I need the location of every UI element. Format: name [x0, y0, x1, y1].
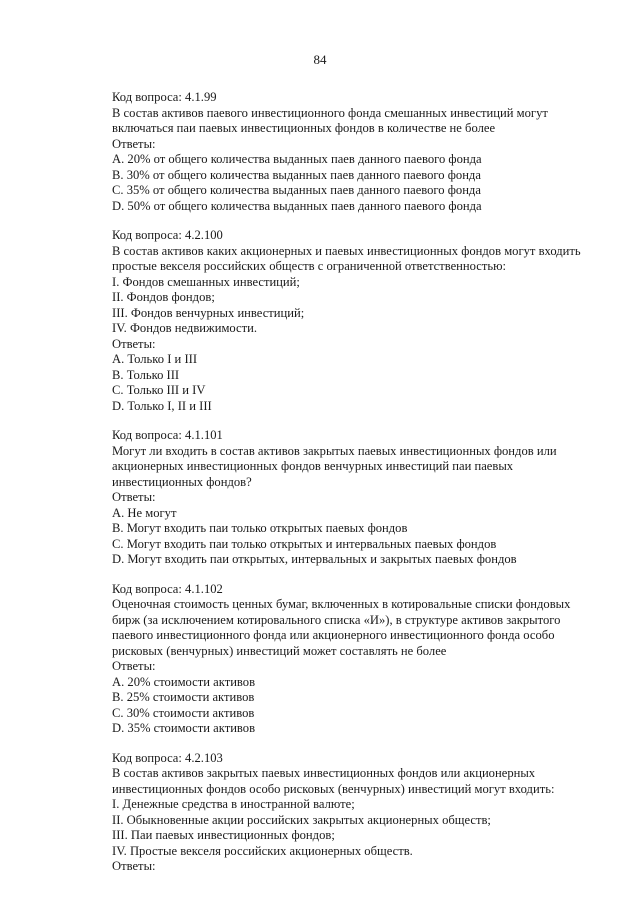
answer-option: A. 20% стоимости активов	[112, 674, 256, 689]
question-text-line: акционерных инвестиционных фондов венчурных инвестиций паи паевых	[112, 459, 514, 473]
question-option-item: III. Паи паевых инвестиционных фондов;	[112, 828, 335, 842]
answers-label: Ответы:	[112, 136, 156, 151]
question-code: Код вопроса: 4.2.103	[112, 750, 223, 765]
answer-option: A. Не могут	[112, 505, 177, 520]
question-option-item: IV. Фондов недвижимости.	[112, 321, 258, 335]
question-block	[112, 428, 612, 568]
answer-option: D. 35% стоимости активов	[112, 721, 256, 735]
question-text-line: В состав активов каких акционерных и паевых инвестиционных фондов могут входить	[112, 243, 581, 258]
answer-option: A. Только I и III	[112, 352, 198, 366]
question-option-item: IV. Простые векселя российских акционерных обществ.	[112, 843, 413, 858]
question-option-item: II. Фондов фондов;	[112, 290, 215, 304]
answer-option: B. Только III	[112, 367, 180, 382]
question-text-line: инвестиционных фондов?	[112, 474, 252, 489]
document-content	[112, 90, 612, 889]
answer-option: D. Только I, II и III	[112, 398, 212, 413]
answers-label: Ответы:	[112, 859, 156, 873]
answer-option: C. Могут входить паи только открытых и интервальных паевых фондов	[112, 536, 497, 551]
question-code: Код вопроса: 4.2.100	[112, 228, 223, 242]
question-text-line: паевого инвестиционного фонда или акционерного инвестиционного фонда особо	[112, 628, 555, 642]
answer-option: C. 30% стоимости активов	[112, 705, 255, 720]
question-code: Код вопроса: 4.1.102	[112, 581, 223, 596]
question-text-line: простые векселя российских обществ с ограниченной ответственностью:	[112, 259, 507, 273]
question-text-line: В состав активов паевого инвестиционного фонда смешанных инвестиций могут	[112, 105, 548, 120]
answer-option: C. Только III и IV	[112, 383, 206, 397]
answer-option: B. Могут входить паи только открытых паевых фондов	[112, 521, 408, 535]
question-option-item: III. Фондов венчурных инвестиций;	[112, 305, 305, 320]
question-option-item: I. Денежные средства в иностранной валюте;	[112, 797, 355, 811]
answer-option: D. 50% от общего количества выданных паев данного паевого фонда	[112, 198, 482, 213]
answers-label: Ответы:	[112, 336, 156, 351]
question-block	[112, 582, 612, 737]
answer-option: C. 35% от общего количества выданных паев данного паевого фонда	[112, 183, 481, 197]
page-number: 84	[313, 52, 327, 67]
question-code: Код вопроса: 4.1.99	[112, 90, 217, 104]
answer-option: D. Могут входить паи открытых, интервальных и закрытых паевых фондов	[112, 552, 517, 566]
answers-label: Ответы:	[112, 659, 156, 673]
question-text-line: В состав активов закрытых паевых инвестиционных фондов или акционерных	[112, 766, 536, 780]
question-text-line: бирж (за исключением котировального списка «И»), в структуре активов закрытого	[112, 612, 561, 627]
question-text-line: инвестиционных фондов особо рисковых (венчурных) инвестиций могут входить:	[112, 781, 555, 796]
question-option-item: II. Обыкновенные акции российских закрытых акционерных обществ;	[112, 812, 491, 827]
answer-option: B. 25% стоимости активов	[112, 690, 255, 704]
answer-option: A. 20% от общего количества выданных паев данного паевого фонда	[112, 152, 482, 166]
answers-label: Ответы:	[112, 490, 156, 504]
question-option-item: I. Фондов смешанных инвестиций;	[112, 274, 300, 289]
answer-option: B. 30% от общего количества выданных паев данного паевого фонда	[112, 167, 481, 182]
question-text-line: Могут ли входить в состав активов закрытых паевых инвестиционных фондов или	[112, 443, 557, 458]
question-block	[112, 751, 612, 875]
question-text-line: включаться паи паевых инвестиционных фондов в количестве не более	[112, 121, 496, 135]
question-block	[112, 228, 612, 414]
question-text-line: рисковых (венчурных) инвестиций может составлять не более	[112, 643, 447, 658]
question-text-line: Оценочная стоимость ценных бумаг, включенных в котировальные списки фондовых	[112, 597, 571, 611]
question-block	[112, 90, 612, 214]
question-code: Код вопроса: 4.1.101	[112, 428, 223, 442]
